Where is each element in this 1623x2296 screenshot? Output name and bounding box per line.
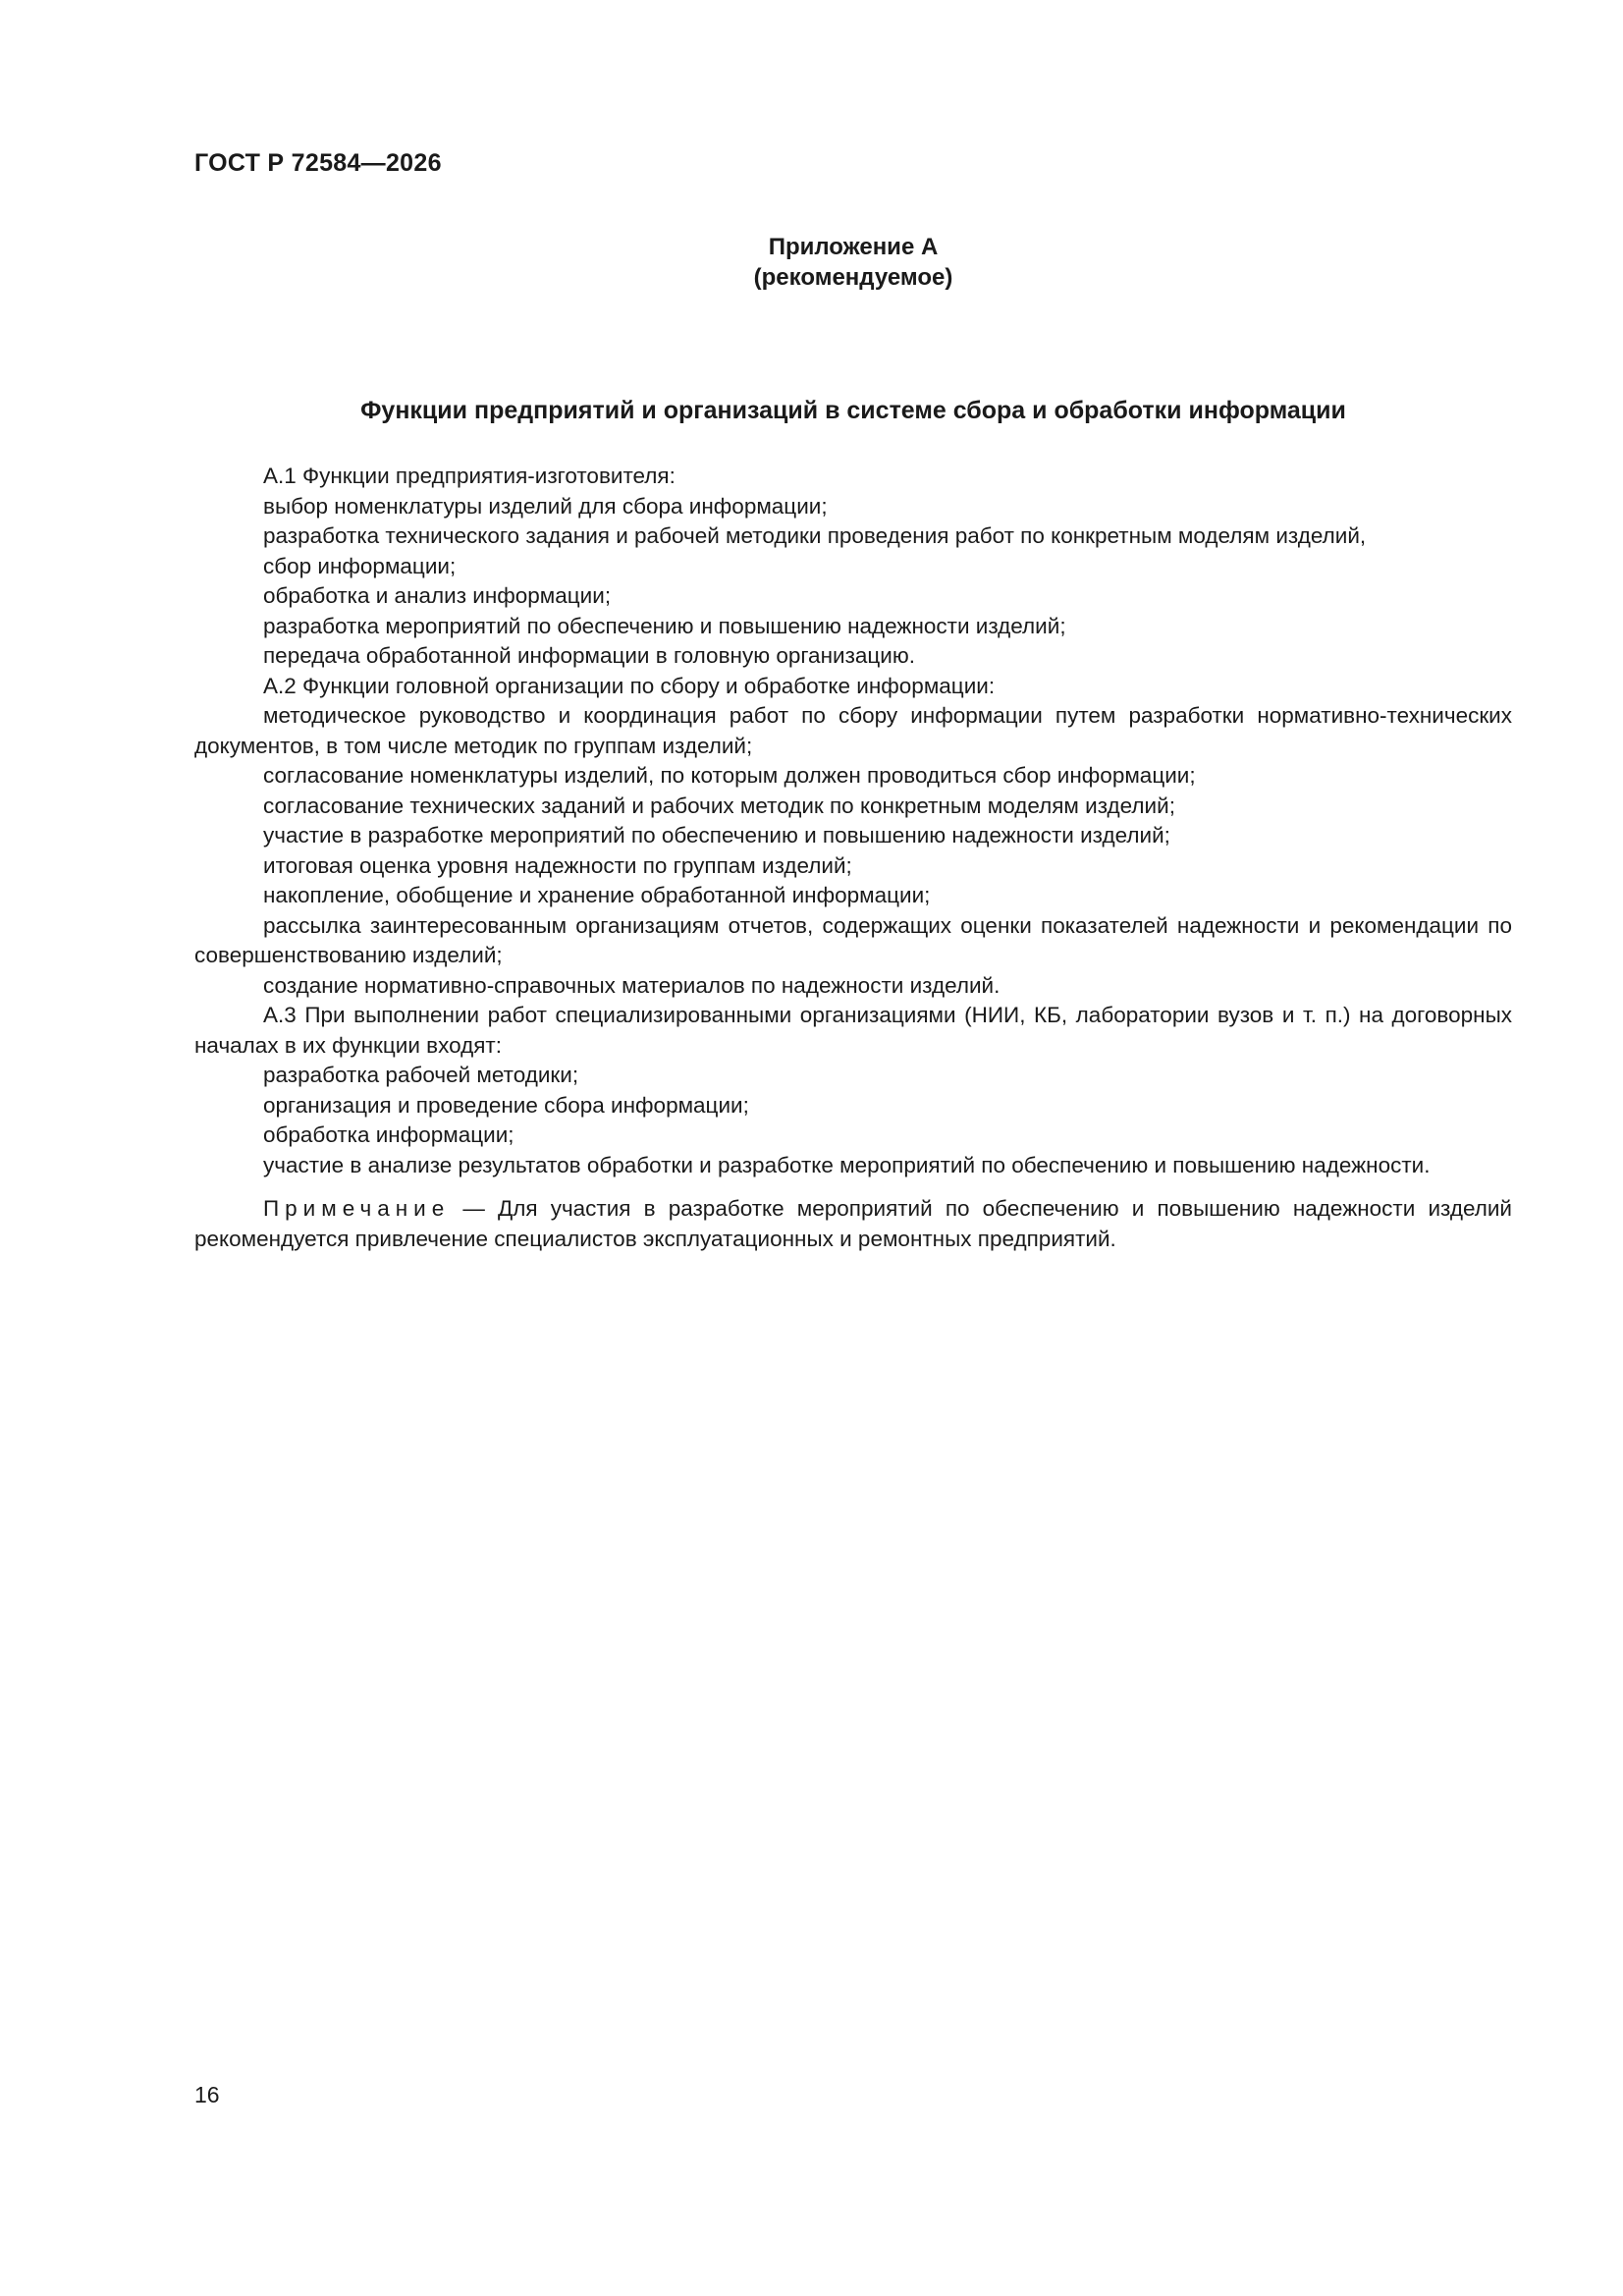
paragraph: обработка информации; [263, 1122, 514, 1147]
note-text: — Для участия в разработке мероприятий по обеспечению и повышению надежности изделий рекомендуется привлечение специалистов эксплуатационных и ремонтных предприятий. [194, 1196, 1512, 1251]
note-paragraph [194, 1194, 1512, 1254]
appendix-title: Приложение А [768, 234, 939, 260]
appendix-status: (рекомендуемое) [753, 264, 953, 291]
paragraph: организация и проведение сбора информации; [263, 1092, 749, 1118]
paragraph: согласование номенклатуры изделий, по которым должен проводиться сбор информации; [263, 763, 1196, 788]
paragraph: А.1 Функции предприятия-изготовителя: [263, 464, 676, 488]
paragraph: участие в разработке мероприятий по обеспечению и повышению надежности изделий; [263, 823, 1170, 847]
paragraph: обработка и анализ информации; [263, 583, 612, 608]
note-label: Примечание [263, 1196, 451, 1221]
section-title: Функции предприятий и организаций в системе сбора и обработки информации [360, 397, 1346, 424]
paragraph: А.3 При выполнении работ специализированными организациями (НИИ, КБ, лаборатории вузов и т. п.) на договорных началах в их функции входят: [194, 1003, 1512, 1058]
paragraph: согласование технических заданий и рабочих методик по конкретным моделям изделий; [263, 793, 1175, 818]
paragraph: накопление, обобщение и хранение обработанной информации; [263, 883, 931, 907]
paragraph: выбор номенклатуры изделий для сбора информации; [263, 493, 828, 519]
paragraph: разработка мероприятий по обеспечению и повышению надежности изделий; [263, 613, 1066, 638]
paragraph: участие в анализе результатов обработки и разработке мероприятий по обеспечению и повышению надежности. [263, 1152, 1431, 1177]
paragraph: разработка технического задания и рабочей методики проведения работ по конкретным моделям изделий, [263, 523, 1367, 548]
document-body [194, 462, 1512, 1254]
paragraph: передача обработанной информации в головную организацию. [263, 643, 915, 668]
paragraph: итоговая оценка уровня надежности по группам изделий; [263, 852, 852, 878]
appendix-heading [194, 232, 1512, 293]
paragraph: рассылка заинтересованным организациям отчетов, содержащих оценки показателей надежности и рекомендации по совершенствованию изделий; [194, 912, 1512, 967]
page-number: 16 [194, 2082, 220, 2107]
paragraph: сбор информации; [263, 553, 457, 578]
paragraph: А.2 Функции головной организации по сбору и обработке информации: [263, 673, 996, 698]
paragraph: разработка рабочей методики; [263, 1063, 579, 1087]
document-header: ГОСТ Р 72584—2026 [194, 149, 442, 177]
paragraph: методическое руководство и координация работ по сбору информации путем разработки нормативно-технических документов, в том числе методик по группам изделий; [194, 703, 1512, 758]
paragraph: создание нормативно-справочных материалов по надежности изделий. [263, 972, 1001, 998]
